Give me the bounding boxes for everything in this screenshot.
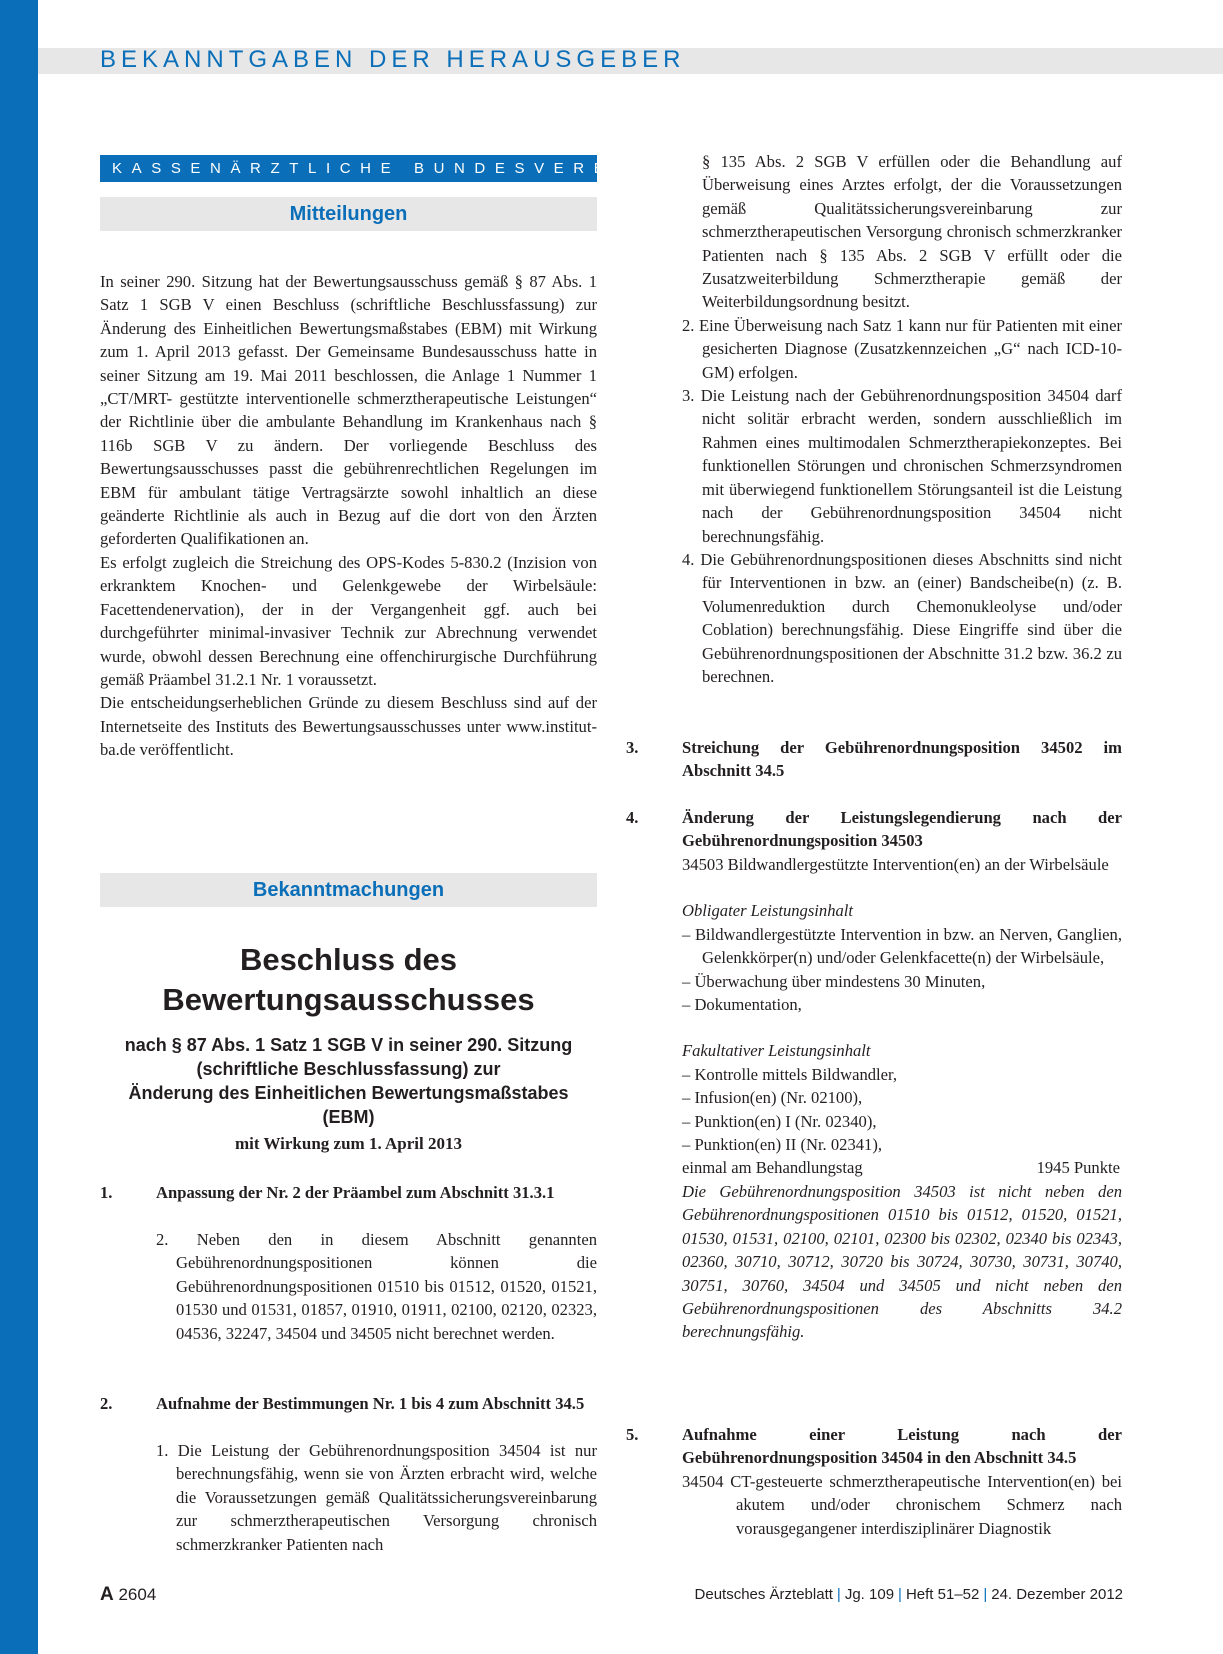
section-title: BEKANNTGABEN DER HERAUSGEBER bbox=[100, 46, 686, 73]
intro-text bbox=[100, 270, 597, 762]
code-34503: 34503 Bildwandlergestützte Intervention(en) an der Wirbelsäule bbox=[682, 855, 1109, 874]
item-1-text: 2. Neben den in diesem Abschnitt genannten Gebührenordnungspositionen können die Gebührenordnungspositionen 01510 bis 01512, 01520, 01521, 01530 und 01531, 01857, 01910, 01911, 02100, 02120, 02323, 04536, 32247, 34504 und 34505 nicht berechnet werden. bbox=[156, 1230, 597, 1343]
beschluss-subtitle: nach § 87 Abs. 1 Satz 1 SGB V in seiner 290. Sitzung (schriftliche Beschlussfassung) zur Änderung des Einheitlichen Bewertungsmaßstabes (EBM) bbox=[124, 1035, 573, 1127]
item-2-rule-1: 1. Die Leistung der Gebührenordnungsposition 34504 ist nur berechnungsfähig, wenn sie von Ärzten erbracht wird, welche die Voraussetzungen gemäß Qualitätssicherungsvereinbarung zur schmerztherapeutischen Versorgung chronisch schmerzkranker Patienten nach bbox=[156, 1441, 597, 1554]
journal-citation: Deutsches Ärzteblatt | Jg. 109 | Heft 51–52 | 24. Dezember 2012 bbox=[694, 1586, 1123, 1603]
mitteilungen-heading: Mitteilungen bbox=[100, 197, 597, 231]
left-accent-bar bbox=[0, 0, 38, 1654]
points-value: 1945 Punkte bbox=[1036, 1158, 1120, 1178]
kbv-label: KASSENÄRZTLICHE BUNDESVEREINIGUNG bbox=[100, 155, 597, 182]
item-4-body: 34503 Bildwandlergestützte Intervention(en) an der Wirbelsäule Obligater Leistungsinhalt – Bildwandlergestützte Intervention in bzw. an Nerven, Ganglien, Gelenkkörper(n) und/oder Gelenkfacette(n) der Wirbelsäule, – Überwachung über mindestens 30 Minuten, – Dokumentation, Fakultativer Leistungsinhalt – Kontrolle mittels Bildwandler, – Infusion(en) (Nr. 02100), – Punktion(en) I (Nr. 02340), – Punktion(en) II (Nr. 02341), einmal am Behandlungstag 1945 Punkte Die Gebührenordnungsposition 34503 ist nicht neben den Gebührenordnungspositionen 01510 bis 01512, 01520, 01521, 01530, 01531, 02100, 02101, 02300 bis 02302, 02340 bis 02343, 02360, 30710, 30712, 30720 bis 30724, 30730, 30731, 30740, 30751, 30760, 34504 und 34505 und nicht neben den Gebührenordnungspositionen des Abschnitts 34.2 berechnungsfähig. bbox=[682, 853, 1122, 1344]
intro-paragraph: Es erfolgt zugleich die Streichung des OPS-Kodes 5-830.2 (Inzision von erkranktem Knochen- und Gelenkgewebe der Wirbelsäule: Facettendenervation), der in der Vergangenheit ggf. auch bei durchgeführter minimal-invasiver Technik zur Abrechnung verwendet wurde, obwohl dessen Berechnung eine offenchirurgische Durchführung gemäß Präambel 31.2.1 Nr. 1 voraussetzt. bbox=[100, 552, 597, 689]
fakult-label: Fakultativer Leistungsinhalt bbox=[682, 1041, 871, 1061]
item-1-heading: 1. Anpassung der Nr. 2 der Präambel zum Abschnitt 31.3.1 bbox=[156, 1181, 597, 1204]
item-3-heading: 3. Streichung der Gebührenordnungsposition 34502 im Abschnitt 34.5 bbox=[626, 738, 1122, 781]
item-5-body bbox=[682, 1470, 1122, 1540]
obligat-label: Obligater Leistungsinhalt bbox=[682, 901, 854, 921]
beschluss-title: Beschluss des Bewertungsausschusses bbox=[162, 942, 535, 1017]
effective-date: mit Wirkung zum 1. April 2013 bbox=[234, 1134, 462, 1153]
frequency-line: einmal am Behandlungstag 1945 Punkte bbox=[682, 1156, 1122, 1179]
item-4-heading: 4. Änderung der Leistungslegendierung nach der Gebührenordnungsposition 34503 bbox=[626, 808, 1122, 851]
item-number: 5. bbox=[626, 1425, 639, 1444]
intro-paragraph: Die entscheidungserheblichen Gründe zu diesem Beschluss sind auf der Internetseite des Instituts des Bewertungsausschusses unter www.institut-ba.de veröffentlicht. bbox=[100, 693, 597, 760]
intro-paragraph: In seiner 290. Sitzung hat der Bewertungsausschuss gemäß § 87 Abs. 1 Satz 1 SGB V einen Beschluss (schriftliche Beschlussfassung) zur Änderung des Einheitlichen Bewertungsmaßstabes (EBM) mit Wirkung zum 1. April 2013 gefasst. Der Gemeinsame Bundesausschuss hatte in seiner Sitzung am 19. Mai 2011 beschlossen, die Anlage 1 Nummer 1 „CT/MRT- gestützte interventionelle schmerztherapeutische Leistungen“ der Richtlinie über die ambulante Behandlung im Krankenhaus nach § 116b SGB V zu ändern. Der vorliegende Beschluss des Bewertungsausschusses passt die gebührenrechtlichen Regelungen im EBM für ambulant tätige Vertragsärzte sowohl inhaltlich an diese geänderte Richtlinie als auch in Bezug auf die dort von den Ärzten geforderten Qualifikationen an. bbox=[100, 272, 597, 549]
item-2-rules-continued: § 135 Abs. 2 SGB V erfüllen oder die Behandlung auf Überweisung eines Arztes erfolgt, der die Voraussetzungen gemäß Qualitätssicherungsvereinbarung zur schmerztherapeutischen Versorgung chronisch schmerzkranker Patienten nach § 135 Abs. 2 SGB V erfüllt oder die Zusatzweiterbildung Schmerztherapie gemäß der Weiterbildungsordnung besitzt. 2. Eine Überweisung nach Satz 1 kann nur für Patienten mit einer gesicherten Diagnose (Zusatzkennzeichen „G“ nach ICD-10-GM) erfolgen. 3. Die Leistung nach der Gebührenordnungsposition 34504 darf nicht solitär erbracht werden, sondern ausschließlich im Rahmen eines multimodalen Schmerztherapiekonzeptes. Bei funktionellen Störungen und chronischen Schmerzsyndromen mit überwiegend funktionellem Störungsanteil ist die Leistung nach der Gebührenordnungsposition 34504 nicht berechnungsfähig. 4. Die Gebührenordnungspositionen dieses Abschnitts sind nicht für Interventionen in bzw. an (einer) Bandscheibe(n) (z. B. Volumenreduktion durch Chemonukleolyse und/oder Coblation) berechnungsfähig. Diese Eingriffe sind über die Gebührenordnungspositionen der Abschnitte 31.2 bzw. 36.2 zu berechnen. bbox=[682, 152, 1122, 686]
code-34504: 34504 CT-gesteuerte schmerztherapeutische Intervention(en) bei akutem und/oder chronischem Schmerz nach vorausgegangener interdisziplinärer Diagnostik bbox=[682, 1472, 1122, 1538]
item-5-heading: 5. Aufnahme einer Leistung nach der Gebührenordnungsposition 34504 in den Abschnitt 34.5 bbox=[626, 1425, 1122, 1468]
item-number: 3. bbox=[626, 738, 639, 757]
item-number: 1. bbox=[100, 1183, 113, 1202]
bekanntmachungen-heading: Bekanntmachungen bbox=[100, 873, 597, 907]
item-2-heading: 2. Aufnahme der Bestimmungen Nr. 1 bis 4 zum Abschnitt 34.5 bbox=[156, 1392, 597, 1415]
item-number: 4. bbox=[626, 808, 639, 827]
page-number: A 2604 bbox=[100, 1584, 157, 1605]
item-number: 2. bbox=[100, 1394, 113, 1413]
exclusion-note: Die Gebührenordnungsposition 34503 ist nicht neben den Gebührenordnungspositionen 01510 bis 01512, 01520, 01521, 01530, 01531, 02100, 02101, 02300 bis 02302, 02340 bis 02343, 02360, 30710, 30712, 30720 bis 30724, 30730, 30731, 30740, 30751, 30760, 34504 und 34505 und nicht neben den Gebührenordnungspositionen des Abschnitts 34.2 berechnungsfähig. bbox=[682, 1181, 1122, 1342]
